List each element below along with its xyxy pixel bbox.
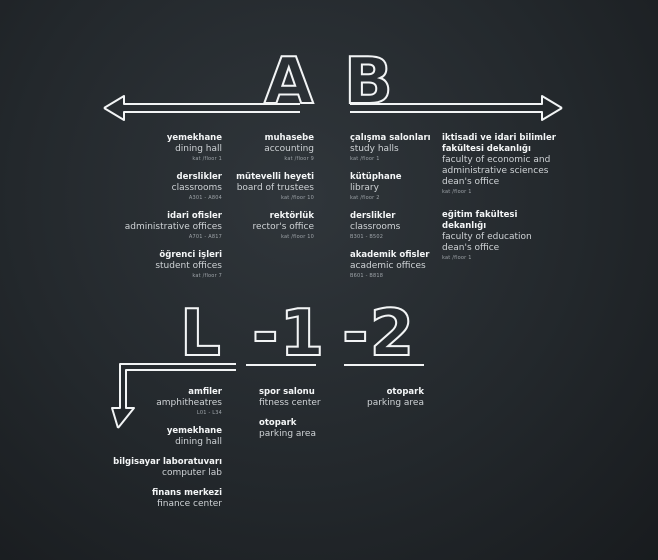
directory-entry xyxy=(104,426,222,448)
entry-english: classrooms xyxy=(350,222,401,232)
entry-turkish: kütüphane xyxy=(350,172,402,182)
directory-entry xyxy=(350,211,440,241)
entry-floor: kat /floor 10 xyxy=(281,234,314,240)
entry-english: classrooms xyxy=(171,183,222,193)
entry-english: rector's office xyxy=(252,222,314,232)
entry-floor: A701 - A817 xyxy=(188,234,222,240)
entry-english: accounting xyxy=(264,144,314,154)
entry-turkish: spor salonu xyxy=(259,387,315,397)
entry-english: parking area xyxy=(367,398,424,408)
entry-floor: kat /floor 1 xyxy=(442,189,472,195)
entry-english: dining hall xyxy=(175,437,222,447)
directory-entry xyxy=(110,211,222,241)
entry-turkish: idari ofisler xyxy=(167,211,222,221)
heading-minus-2: -2 xyxy=(342,297,416,371)
entry-floor: kat /floor 2 xyxy=(350,195,380,201)
entry-turkish: bilgisayar laboratuvarı xyxy=(113,457,222,467)
entry-floor: kat /floor 1 xyxy=(192,156,222,162)
entry-floor: kat /floor 7 xyxy=(192,273,222,279)
column-b-left xyxy=(350,133,440,289)
directory-entry xyxy=(340,387,424,409)
column-a-right xyxy=(226,133,314,250)
entry-turkish: muhasebe xyxy=(264,133,314,143)
column-a-left xyxy=(110,133,222,289)
entry-turkish: yemekhane xyxy=(166,133,222,143)
entry-english: student offices xyxy=(155,261,222,271)
entry-turkish: derslikler xyxy=(176,172,222,182)
heading-l: L xyxy=(180,297,222,371)
entry-turkish: çalışma salonları xyxy=(350,133,431,143)
entry-turkish: derslikler xyxy=(350,211,396,221)
column-b-right xyxy=(442,133,560,271)
directory-entry xyxy=(350,172,440,202)
directory-entry xyxy=(104,387,222,417)
directory-entry xyxy=(442,133,560,196)
entry-turkish: rektörlük xyxy=(269,211,314,221)
entry-floor: kat /floor 1 xyxy=(350,156,380,162)
directory-entry xyxy=(110,133,222,163)
entry-english: board of trustees xyxy=(236,183,314,193)
column-l xyxy=(104,387,222,519)
directory-entry xyxy=(350,250,440,280)
directory-entry xyxy=(110,250,222,280)
entry-turkish: amfiler xyxy=(188,387,222,397)
entry-english: parking area xyxy=(259,429,316,439)
entry-english: computer lab xyxy=(162,468,222,478)
entry-english: dining hall xyxy=(175,144,222,154)
directory-entry xyxy=(226,133,314,163)
entry-floor: kat /floor 1 xyxy=(442,255,472,261)
entry-turkish: iktisadi ve idari bilimler fakültesi dekanlığı xyxy=(442,133,556,154)
column-minus-2 xyxy=(340,387,424,418)
entry-turkish: akademik ofisler xyxy=(350,250,430,260)
entry-floor: A301 - A804 xyxy=(188,195,222,201)
directory-entry xyxy=(110,172,222,202)
entry-floor: kat /floor 9 xyxy=(284,156,314,162)
entry-english: academic offices xyxy=(350,261,426,271)
entry-turkish: otopark xyxy=(259,418,297,428)
directory-entry xyxy=(226,172,314,202)
entry-floor: B601 - B818 xyxy=(350,273,384,279)
entry-turkish: otopark xyxy=(386,387,424,397)
entry-english: study halls xyxy=(350,144,399,154)
heading-a: A xyxy=(264,45,315,119)
entry-english: finance center xyxy=(157,499,222,509)
entry-english: amphitheatres xyxy=(156,398,222,408)
directory-entry xyxy=(259,418,349,440)
entry-floor: B301 - B502 xyxy=(350,234,384,240)
heading-b: B xyxy=(344,45,394,119)
entry-turkish: öğrenci işleri xyxy=(159,250,222,260)
entry-english: fitness center xyxy=(259,398,321,408)
entry-turkish: eğitim fakültesi dekanlığı xyxy=(442,210,518,231)
directory-entry xyxy=(104,488,222,510)
entry-english: library xyxy=(350,183,379,193)
directory-entry xyxy=(259,387,349,409)
directory-entry xyxy=(442,210,560,262)
entry-turkish: yemekhane xyxy=(166,426,222,436)
entry-turkish: mütevelli heyeti xyxy=(236,172,314,182)
heading-minus-1: -1 xyxy=(252,297,326,371)
column-minus-1 xyxy=(259,387,349,449)
directory-entry xyxy=(104,457,222,479)
directory-entry xyxy=(226,211,314,241)
entry-floor: kat /floor 10 xyxy=(281,195,314,201)
entry-floor: L01 - L34 xyxy=(196,410,222,416)
entry-english: administrative offices xyxy=(124,222,222,232)
entry-english: faculty of education dean's office xyxy=(442,232,532,253)
entry-turkish: finans merkezi xyxy=(151,488,222,498)
entry-english: faculty of economic and administrative sciences dean's office xyxy=(442,155,551,187)
directory-entry xyxy=(350,133,440,163)
